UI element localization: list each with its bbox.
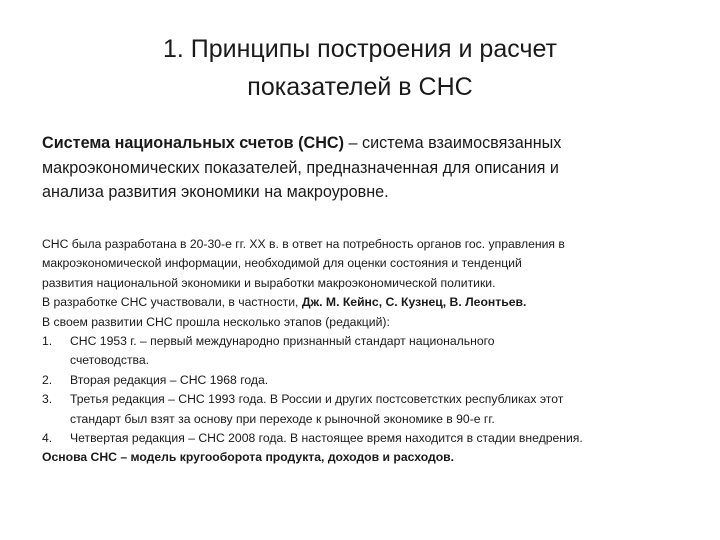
list-item-line: Вторая редакция – СНС 1968 года.	[70, 372, 269, 387]
list-item-line: Четвертая редакция – СНС 2008 года. В настоящее время находится в стадии внедрения.	[70, 431, 583, 446]
conclusion	[42, 448, 692, 467]
definition-paragraph	[42, 131, 682, 205]
slide-title	[90, 30, 630, 106]
definition-line-1	[42, 131, 682, 156]
list-item-number: 4.	[42, 431, 53, 446]
list-item	[42, 371, 692, 390]
authors-paragraph	[42, 293, 692, 312]
list-item-line: Третья редакция – СНС 1993 года. В России и других постсоветстких республиках этот	[70, 392, 564, 407]
history-paragraph	[42, 235, 692, 293]
authors-names: Дж. М. Кейнс, С. Кузнец, В. Леонтьев.	[301, 295, 527, 310]
definition-term: Система национальных счетов (СНС)	[42, 134, 344, 152]
list-item-line: стандарт был взят за основу при переходе к рыночной экономике в 90-е гг.	[70, 411, 495, 426]
editions-list	[42, 332, 692, 448]
history-line-3: развития национальной экономики и выработки макроэкономической политики.	[42, 275, 496, 290]
authors-prefix: В разработке СНС участвовали, в частности,	[42, 295, 302, 310]
list-item-number: 2.	[42, 372, 53, 387]
stages-intro: В своем развитии СНС прошла несколько этапов (редакций):	[42, 314, 390, 329]
history-line-2: макроэкономической информации, необходимой для оценки состояния и тенденций	[42, 256, 522, 271]
list-item	[42, 429, 692, 448]
list-item-line: счетоводства.	[70, 353, 150, 368]
list-item-line: СНС 1953 г. – первый международно признанный стандарт национального	[70, 334, 495, 349]
list-item-number: 1.	[42, 334, 53, 349]
conclusion-text: Основа СНС – модель кругооборота продукта, доходов и расходов.	[42, 450, 455, 465]
definition-line-3: анализа развития экономики на макроуровне.	[42, 183, 389, 201]
history-line-1: СНС была разработана в 20-30-е гг. ХХ в. в ответ на потребность органов гос. управления в	[42, 237, 565, 251]
definition-text: – система взаимосвязанных	[343, 134, 562, 152]
slide-title-line-2: показателей в СНС	[247, 73, 473, 101]
list-item	[42, 332, 692, 371]
list-item	[42, 390, 692, 429]
definition-line-2: макроэкономических показателей, предназначенная для описания и	[42, 158, 559, 177]
list-item-number: 3.	[42, 392, 53, 407]
body-text	[42, 235, 692, 468]
slide-title-line-1: 1. Принципы построения и расчет	[162, 35, 558, 63]
